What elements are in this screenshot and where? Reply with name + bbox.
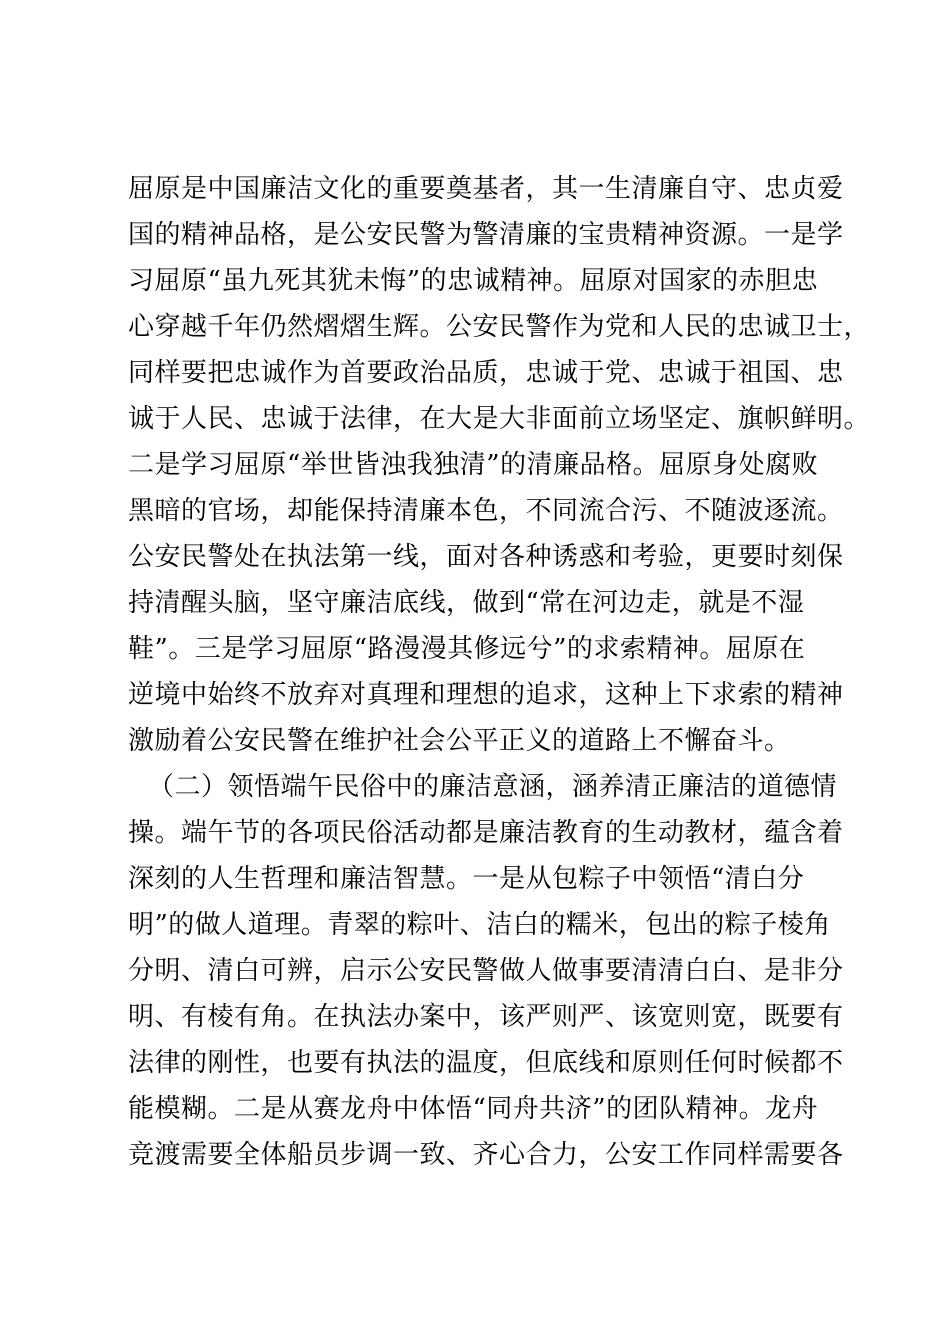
section-heading-line: （二）领悟端午民俗中的廉洁意涵，涵养清正廉洁的道德情 [148, 772, 838, 802]
text-line: 诚于人民、忠诚于法律，在大是大非面前立场坚定、旗帜鲜明。 [128, 404, 871, 434]
text-line: 黑暗的官场，却能保持清廉本色，不同流合污、不随波逐流。 [128, 496, 844, 526]
text-line: 分明、清白可辨，启示公安民警做人做事要清清白白、是非分 [128, 956, 844, 986]
text-line: 屈原是中国廉洁文化的重要奠基者，其一生清廉自守、忠贞爱 [128, 174, 844, 204]
text-line: 习屈原“虽九死其犹未悔”的忠诚精神。屈原对国家的赤胆忠 [128, 266, 819, 296]
text-line: 操。端午节的各项民俗活动都是廉洁教育的生动教材，蕴含着 [128, 818, 844, 848]
text-line: 明”的做人道理。青翠的粽叶、洁白的糯米，包出的粽子棱角 [128, 910, 831, 940]
text-line: 激励着公安民警在维护社会公平正义的道路上不懈奋斗。 [128, 726, 791, 756]
text-line: 同样要把忠诚作为首要政治品质，忠诚于党、忠诚于祖国、忠 [128, 358, 844, 388]
text-line: 国的精神品格，是公安民警为警清廉的宝贵精神资源。一是学 [128, 220, 844, 250]
text-line: 法律的刚性，也要有执法的温度，但底线和原则任何时候都不 [128, 1048, 844, 1078]
text-line: 明、有棱有角。在执法办案中，该严则严、该宽则宽，既要有 [128, 1002, 844, 1032]
text-line: 深刻的人生哲理和廉洁智慧。一是从包粽子中领悟“清白分 [128, 864, 805, 894]
text-line: 持清醒头脑，坚守廉洁底线，做到“常在河边走，就是不湿 [128, 588, 805, 618]
text-line: 竞渡需要全体船员步调一致、齐心合力，公安工作同样需要各 [128, 1140, 844, 1170]
text-line: 能模糊。二是从赛龙舟中体悟“同舟共济”的团队精神。龙舟 [128, 1094, 819, 1124]
text-line: 公安民警处在执法第一线，面对各种诱惑和考验，更要时刻保 [128, 542, 844, 572]
text-line: 逆境中始终不放弃对真理和理想的追求，这种上下求索的精神 [128, 680, 844, 710]
text-line: 二是学习屈原“举世皆浊我独清”的清廉品格。屈原身处腐败 [128, 450, 819, 480]
text-line: 鞋”。三是学习屈原“路漫漫其修远兮”的求索精神。屈原在 [128, 634, 806, 664]
text-line: 心穿越千年仍然熠熠生辉。公安民警作为党和人民的忠诚卫士， [128, 312, 871, 342]
